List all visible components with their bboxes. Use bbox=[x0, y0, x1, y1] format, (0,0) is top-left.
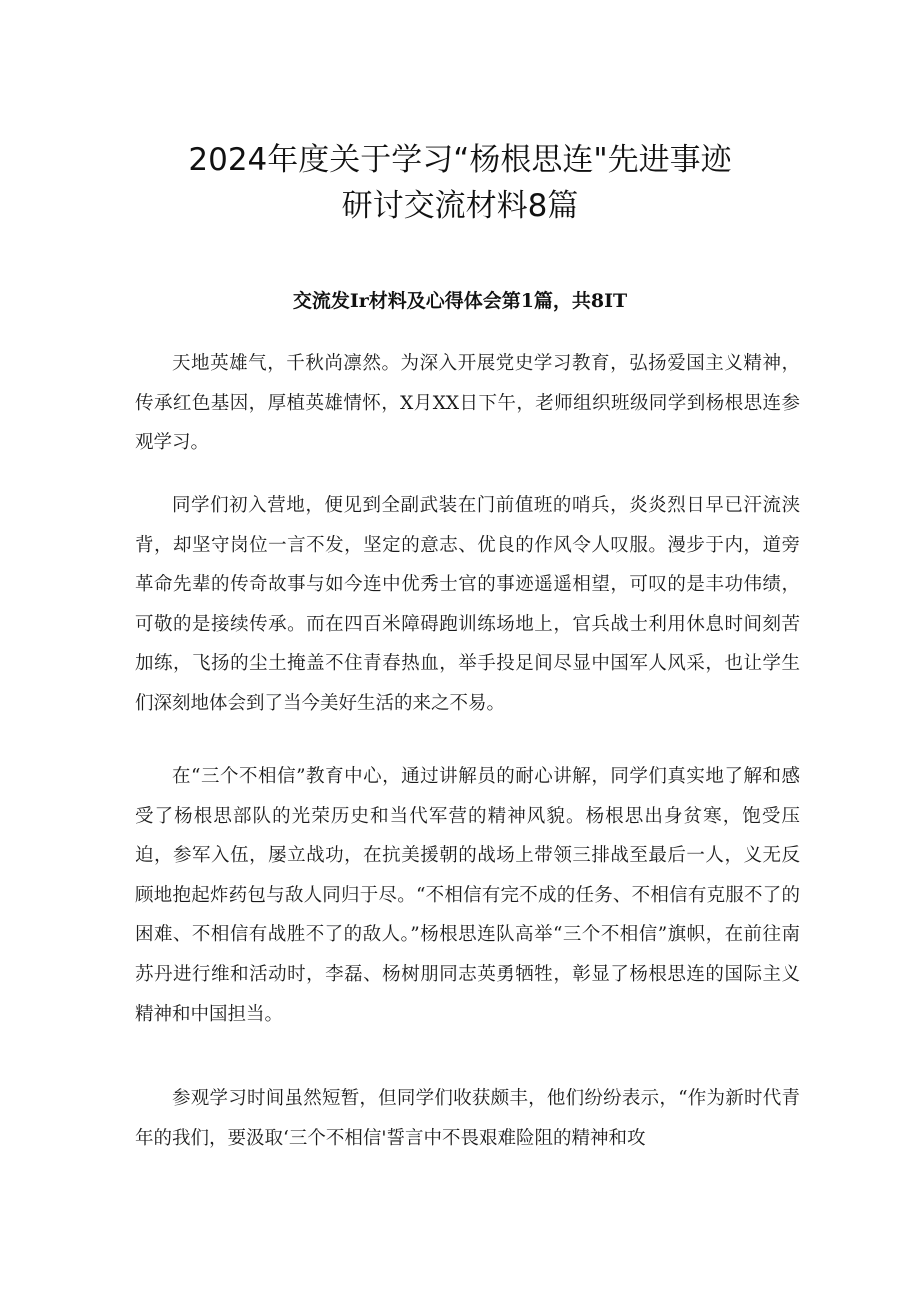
section-heading: 交流发Ir材料及心得体会第1篇，共8IT bbox=[292, 290, 628, 312]
document-title bbox=[120, 137, 800, 229]
title-line-1: 2024年度关于学习“杨根思连"先进事迹 bbox=[188, 141, 732, 178]
paragraph-4: 参观学习时间虽然短暂，但同学们收获颇丰，他们纷纷表示，“作为新时代青年的我们，要汲取‘三个不相信'誓言中不畏艰难险阻的精神和攻 bbox=[135, 1088, 800, 1149]
title-line-2: 研讨交流材料8篇 bbox=[341, 187, 579, 224]
paragraph-2: 同学们初入营地，便见到全副武装在门前值班的哨兵，炎炎烈日早已汗流浃背，却坚守岗位一言不发，坚定的意志、优良的作风令人叹服。漫步于内，道旁革命先辈的传奇故事与如今连中优秀士官的事迹遥遥相望，可叹的是丰功伟绩，可敬的是接续传承。而在四百米障碍跑训练场地上，官兵战士利用休息时间刻苦加练，飞扬的尘土掩盖不住青春热血，举手投足间尽显中国军人风采，也让学生们深刻地体会到了当今美好生活的来之不易。 bbox=[135, 495, 800, 714]
paragraph-1: 天地英雄气，千秋尚凛然。为深入开展党史学习教育，弘扬爱国主义精神，传承红色基因，厚植英雄情怀，X月XX日下午，老师组织班级同学到杨根思连参观学习。 bbox=[135, 353, 800, 454]
paragraph-3: 在“三个不相信”教育中心，通过讲解员的耐心讲解，同学们真实地了解和感受了杨根思部队的光荣历史和当代军营的精神风貌。杨根思出身贫寒，饱受压迫，参军入伍，屡立战功，在抗美援朝的战场上带领三排战至最后一人，义无反顾地抱起炸药包与敌人同归于尽。“不相信有完不成的任务、不相信有克服不了的困难、不相信有战胜不了的敌人。”杨根思连队高举“三个不相信”旗帜，在前往南苏丹进行维和活动时，李磊、杨树朋同志英勇牺牲，彰显了杨根思连的国际主义精神和中国担当。 bbox=[135, 766, 800, 1025]
